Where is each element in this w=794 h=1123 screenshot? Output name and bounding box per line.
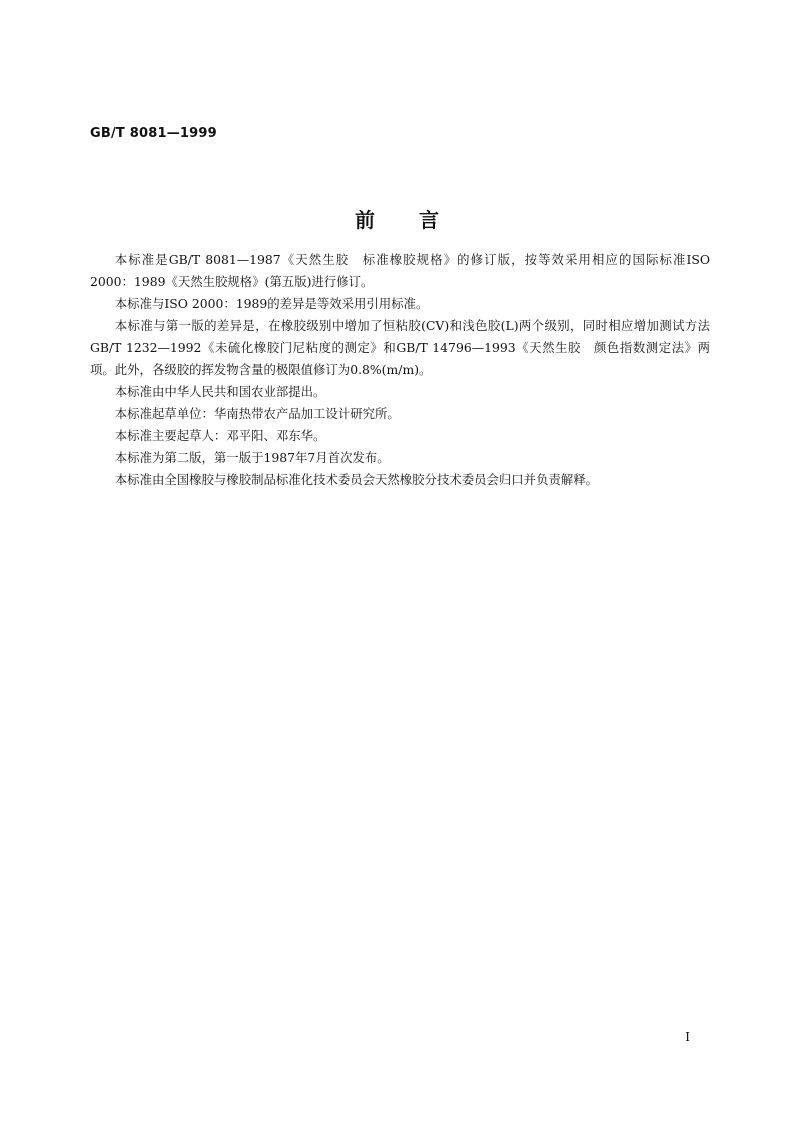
paragraph: 本标准与ISO 2000：1989的差异是等效采用引用标准。 <box>114 296 429 311</box>
paragraph: 本标准主要起草人：邓平阳、邓东华。 <box>114 428 326 443</box>
paragraph: 本标准为第二版，第一版于1987年7月首次发布。 <box>114 450 390 465</box>
paragraph: 本标准是GB/T 8081—1987《天然生胶 标准橡胶规格》的修订版，按等效采用相应的国际标准ISO 2000：1989《天然生胶规格》(第五版)进行修订。 <box>90 252 710 289</box>
page-number: I <box>685 1030 690 1044</box>
paragraph: 本标准由全国橡胶与橡胶制品标准化技术委员会天然橡胶分技术委员会归口并负责解释。 <box>114 472 599 487</box>
foreword-body <box>90 249 710 491</box>
paragraph: 本标准由中华人民共和国农业部提出。 <box>114 384 326 399</box>
paragraph: 本标准起草单位：华南热带农产品加工设计研究所。 <box>114 406 400 421</box>
page-title: 前言 <box>355 208 483 232</box>
paragraph: 本标准与第一版的差异是，在橡胶级别中增加了恒粘胶(CV)和浅色胶(L)两个级别，同时相应增加测试方法GB/T 1232—1992《未硫化橡胶门尼粘度的测定》和GB/T 14796—1993《天然生胶 颜色指数测定法》两项。此外，各级胶的挥发物含量的极限值修订为0.8%(m/m)。 <box>90 318 710 377</box>
standard-code: GB/T 8081—1999 <box>90 126 217 141</box>
